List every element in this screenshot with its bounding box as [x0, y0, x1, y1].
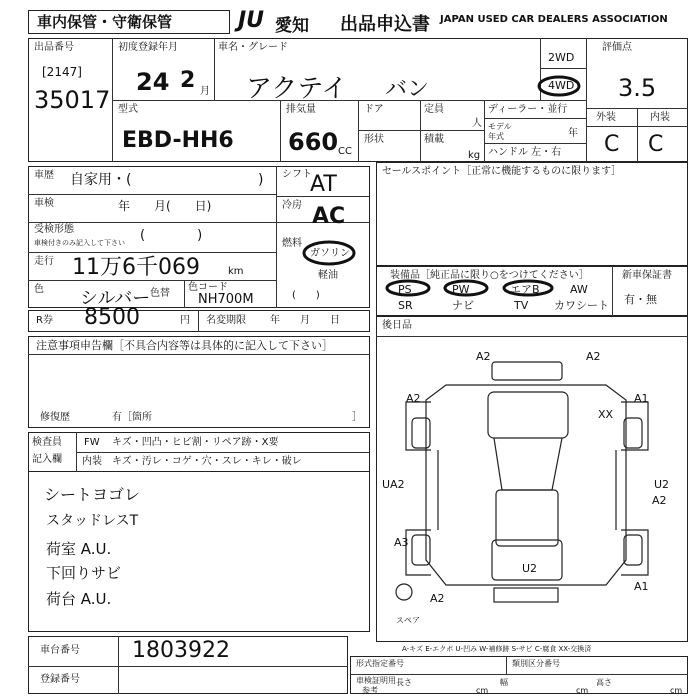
- recycle-amount: 8500: [84, 305, 140, 330]
- registration-label: 初度登録年月: [118, 42, 178, 53]
- repair-value: 有［箇所: [112, 412, 152, 423]
- equipment-item-leather: カワシート: [554, 299, 609, 312]
- notes-label: 注意事項申告欄［不具合内容等は具体的に記入して下さい］: [36, 339, 333, 352]
- damage-mark: U2: [522, 562, 538, 575]
- fuel-label: 燃料: [282, 238, 302, 249]
- length-unit: cm: [476, 686, 489, 695]
- height-label: 高さ: [596, 678, 612, 687]
- mileage-value: 11万6千069: [72, 255, 200, 280]
- recycle-label: R券: [36, 315, 53, 326]
- sales-point-label: セールスポイント［正常に機能するものに限ります］: [382, 166, 622, 177]
- shape-label: 形状: [364, 134, 384, 145]
- score-int: C: [648, 132, 664, 157]
- org-english: JAPAN USED CAR DEALERS ASSOCIATION: [440, 14, 668, 25]
- width-label: 幅: [500, 678, 508, 687]
- lot-number: 35017: [34, 86, 111, 114]
- equipment-item-aw: AW: [570, 283, 588, 296]
- ac-label: 冷房: [282, 200, 302, 211]
- damage-mark: U2: [654, 478, 670, 491]
- lot-bracket: [2147]: [42, 65, 82, 79]
- load-label: 積載: [424, 134, 444, 145]
- handwritten-note: スタッドレスT: [46, 513, 139, 529]
- equipment-item-pw: PW: [452, 283, 470, 296]
- reg-type-note: 車検付きのみ記入して下さい: [34, 239, 125, 247]
- venue-box: [28, 10, 230, 34]
- damage-legend: A-キズ E-エクボ U-凹み W-補修跡 S-サビ C-腐食 XX-交換済: [402, 645, 592, 653]
- inspection-value: 年 月( 日): [118, 199, 212, 213]
- damage-mark: A2: [652, 494, 667, 507]
- inspector-row-2: キズ・汚レ・コゲ・穴・スレ・キレ・破レ: [112, 456, 302, 467]
- handwritten-note: シートヨゴレ: [44, 485, 141, 504]
- car-damage-diagram: [376, 340, 688, 640]
- fuel-diesel: 軽油: [318, 270, 338, 281]
- displacement-label: 排気量: [286, 104, 316, 115]
- inspection-label: 車検: [34, 198, 54, 209]
- cert-label: 車検証明用: [356, 676, 396, 685]
- repair-label: 修復歴: [40, 412, 70, 423]
- chassis-value: 1803922: [132, 638, 230, 663]
- model-number-label: 形式指定番号: [356, 659, 404, 668]
- spare-label: スペア: [396, 616, 420, 625]
- equipment-item-tv: TV: [514, 299, 529, 312]
- damage-mark: XX: [598, 408, 614, 421]
- damage-mark: A2: [586, 350, 601, 363]
- model-year-unit: 年: [568, 128, 578, 139]
- color-value: シルバー: [80, 288, 151, 309]
- logo-text: JU: [238, 8, 265, 33]
- reg-type-label: 受検形態: [34, 224, 74, 235]
- repair-close: ］: [352, 412, 362, 423]
- history-label: 車歴: [34, 170, 54, 181]
- shift-value: AT: [310, 172, 337, 197]
- damage-mark: A2: [406, 392, 421, 405]
- inspector-interior: 内装: [82, 456, 102, 467]
- width-unit: cm: [576, 686, 589, 695]
- car-name-label: 車名・グレード: [218, 42, 288, 53]
- model-value: EBD-HH6: [122, 128, 234, 153]
- equipment-item-airbag: エアB: [510, 283, 540, 296]
- registration-month: 2: [180, 68, 196, 93]
- history-close: ): [258, 172, 264, 188]
- warranty-label: 新車保証書: [622, 270, 672, 281]
- damage-mark: A3: [394, 536, 409, 549]
- inspector-fw: FW: [84, 437, 100, 448]
- rear-seat-label: 後日品: [382, 320, 412, 331]
- lot-label: 出品番号: [34, 42, 74, 53]
- door-label: ドア: [364, 104, 384, 115]
- registration-number-label: 登録番号: [40, 674, 80, 685]
- equipment-label: 装備品［純正品に限り○をつけてください］: [390, 270, 589, 281]
- color-label: 色: [34, 284, 44, 295]
- damage-mark: A2: [476, 350, 491, 363]
- name-change-date: 年 月 日: [270, 315, 340, 326]
- height-unit: cm: [670, 686, 683, 695]
- equipment-item-sr: SR: [398, 299, 413, 312]
- drive-2wd: 2WD: [548, 51, 575, 64]
- handwritten-note: 下回りサビ: [46, 564, 122, 582]
- color-change-label: 色替: [150, 288, 170, 299]
- equipment-item-ps: PS: [398, 283, 412, 296]
- history-value: 自家用・(: [70, 172, 132, 188]
- registration-year: 24: [136, 68, 170, 96]
- handwritten-note: 荷室 A.U.: [46, 540, 112, 558]
- drive-4wd-circle-icon: [536, 74, 582, 98]
- handwritten-note: 荷台 A.U.: [46, 590, 112, 608]
- score-label: 評価点: [602, 42, 632, 53]
- color-code-label: 色コード: [188, 282, 228, 293]
- warranty-options: 有・無: [624, 293, 657, 306]
- displacement-unit: CC: [338, 146, 352, 157]
- inspector-row-1: キズ・凹凸・ヒビ割・リペア跡・X要: [112, 437, 279, 448]
- mileage-unit: km: [228, 266, 244, 277]
- seats-label: 定員: [424, 104, 444, 115]
- mileage-label: 走行: [34, 256, 54, 267]
- fuel-gas-circle-icon: [300, 238, 358, 268]
- score-value: 3.5: [618, 74, 657, 102]
- recycle-unit: 円: [180, 315, 190, 326]
- load-unit: kg: [468, 150, 481, 161]
- form-title: 出品申込書: [340, 14, 430, 35]
- length-label: 長さ: [396, 678, 412, 687]
- inspector-label-1: 検査員: [32, 437, 62, 448]
- fuel-gas: ガソリン: [310, 248, 350, 259]
- org-name: 愛知: [275, 16, 309, 36]
- class-number-label: 類別区分番号: [512, 659, 560, 668]
- inspector-label-2: 記入欄: [32, 454, 62, 465]
- car-grade: バン: [385, 77, 430, 102]
- displacement-value: 660: [288, 128, 339, 156]
- handle-label: ハンドル 左・右: [488, 147, 562, 158]
- damage-mark: A1: [634, 392, 649, 405]
- model-label: 型式: [118, 104, 138, 115]
- seats-unit: 人: [472, 118, 482, 129]
- color-code-value: NH700M: [198, 292, 254, 307]
- ac-value: AC: [312, 204, 346, 229]
- ref-label: 参考: [362, 686, 378, 695]
- damage-mark: UA2: [382, 478, 405, 491]
- venue-label: 車内保管・守衛保管: [37, 13, 173, 31]
- equipment-item-navi: ナビ: [452, 299, 474, 312]
- model-year-label: モデル年式: [488, 122, 512, 141]
- damage-mark: A2: [430, 592, 445, 605]
- reg-type-paren: ( ): [140, 228, 203, 243]
- score-int-label: 内装: [650, 112, 670, 123]
- chassis-label: 車台番号: [40, 645, 80, 656]
- score-ext: C: [604, 132, 620, 157]
- damage-mark: A1: [634, 580, 649, 593]
- shift-label: シフト: [282, 169, 312, 180]
- score-ext-label: 外装: [596, 112, 616, 123]
- equipment-circle-icon: [384, 278, 564, 298]
- org-logo: [238, 8, 278, 36]
- name-change-label: 名変期限: [206, 315, 246, 326]
- dealer-label: ディーラー・並行: [488, 104, 568, 115]
- registration-month-unit: 月: [200, 86, 210, 97]
- fuel-paren: ( ): [292, 290, 320, 301]
- drive-4wd: 4WD: [548, 79, 575, 92]
- car-name: アクテイ: [246, 74, 348, 104]
